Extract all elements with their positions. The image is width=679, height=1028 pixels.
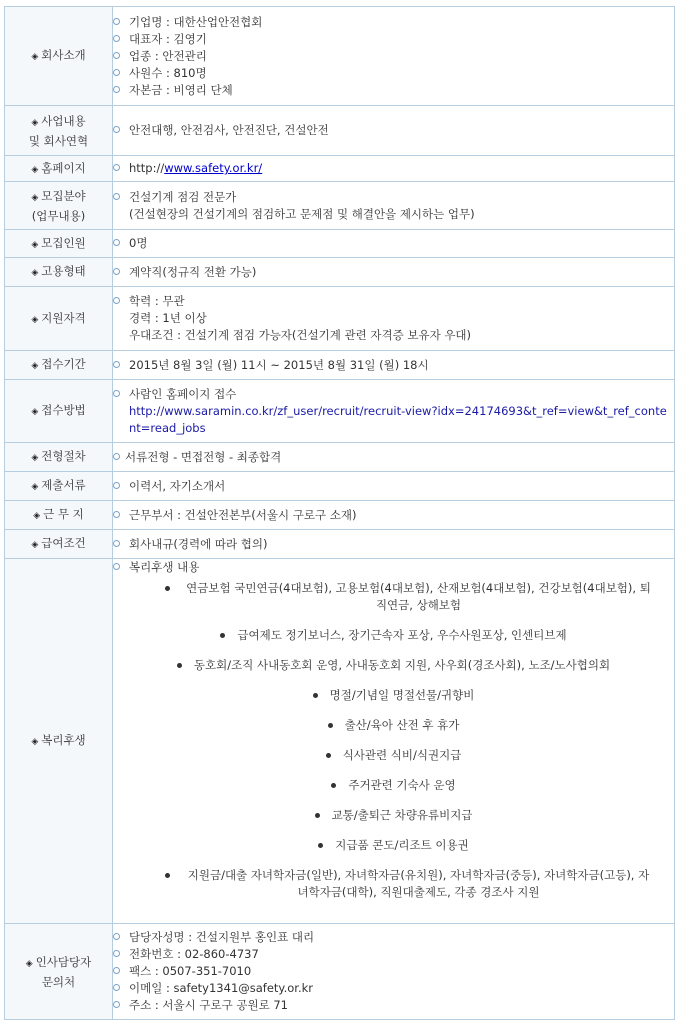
circle-bullet-icon <box>113 950 120 957</box>
field-title: 건설기계 점검 전문가 <box>129 189 237 204</box>
value-welfare <box>113 559 675 924</box>
label-qualification <box>5 287 113 351</box>
row-documents <box>5 472 675 501</box>
row-process <box>5 443 675 472</box>
diamond-icon: ◈ <box>31 737 39 747</box>
circle-bullet-icon <box>113 390 120 397</box>
list-item <box>113 14 674 31</box>
row-company <box>5 7 675 106</box>
label-business <box>5 106 113 156</box>
circle-bullet-icon <box>113 967 120 974</box>
label-text: 복리후생 <box>41 733 86 747</box>
label-text: 및 회사연혁 <box>28 133 89 148</box>
circle-bullet-icon <box>113 35 120 42</box>
field-detail-line <box>113 206 674 223</box>
label-text: 모집인원 <box>41 235 86 250</box>
label-text: 문의처 <box>41 974 76 989</box>
welfare-item: 동호회/조직 사내동호회 운영, 사내동호회 지원, 사우회(경조사회), 노조/노사협의회 <box>193 658 611 672</box>
value-documents <box>113 472 675 501</box>
row-business <box>5 106 675 156</box>
value-business <box>113 106 675 156</box>
method-text: 사람인 홈페이지 접수 <box>129 386 237 401</box>
list-item <box>113 717 674 734</box>
list-item <box>113 627 674 644</box>
list-item <box>113 160 674 177</box>
circle-bullet-icon <box>113 482 120 489</box>
welfare-item: 명절/기념일 명절선물/귀향비 <box>329 688 475 702</box>
diamond-icon: ◈ <box>31 192 39 203</box>
period-text: 2015년 8월 3일 (월) 11시 ~ 2015년 8월 31일 (월) 18시 <box>129 357 429 372</box>
dot-bullet-icon <box>313 693 318 698</box>
dot-bullet-icon <box>328 723 333 728</box>
circle-bullet-icon <box>113 933 120 940</box>
label-field <box>5 182 113 230</box>
salary-text: 회사내규(경력에 따라 협의) <box>129 536 268 551</box>
list-item <box>113 536 674 553</box>
label-welfare <box>5 559 113 924</box>
url-prefix: http:// <box>129 161 165 175</box>
employment-text: 계약직(정규직 전환 가능) <box>129 264 257 279</box>
list-item <box>113 963 674 980</box>
label-text: (업무내용) <box>31 208 86 223</box>
row-employment <box>5 258 675 287</box>
circle-bullet-icon <box>113 164 120 171</box>
value-homepage <box>113 156 675 182</box>
employee-count: 사원수 : 810명 <box>129 65 207 80</box>
list-item <box>113 867 674 901</box>
value-company <box>113 7 675 106</box>
preference-line <box>113 327 674 344</box>
row-qualification <box>5 287 675 351</box>
label-text: 홈페이지 <box>41 160 86 175</box>
dot-bullet-icon <box>165 586 170 591</box>
diamond-icon: ◈ <box>31 453 39 463</box>
education-text: 학력 : 무관 <box>129 294 185 308</box>
diamond-icon: ◈ <box>31 361 39 371</box>
documents-text: 이력서, 자기소개서 <box>129 478 226 493</box>
list-item <box>113 65 674 82</box>
row-headcount <box>5 230 675 258</box>
circle-bullet-icon <box>113 86 120 93</box>
row-homepage <box>5 156 675 182</box>
welfare-list <box>113 580 674 901</box>
diamond-icon: ◈ <box>31 268 39 278</box>
list-item <box>113 946 674 963</box>
list-item <box>113 449 674 466</box>
circle-bullet-icon <box>113 984 120 991</box>
company-name: 기업명 : 대한산업안전협회 <box>129 14 263 29</box>
diamond-icon: ◈ <box>31 239 39 250</box>
circle-bullet-icon <box>113 540 120 547</box>
capital: 자본금 : 비영리 단체 <box>129 82 233 97</box>
label-text: 제출서류 <box>41 478 86 492</box>
circle-bullet-icon <box>113 69 120 76</box>
diamond-icon: ◈ <box>31 164 39 175</box>
label-text: 사업내용 <box>41 113 86 128</box>
label-text: 고용형태 <box>41 264 86 278</box>
list-item <box>113 189 674 206</box>
contact-fax: 팩스 : 0507-351-7010 <box>129 964 252 978</box>
list-item <box>113 478 674 495</box>
list-item <box>113 657 674 674</box>
list-item <box>113 31 674 48</box>
process-text: 서류전형 - 면접전형 - 최종합격 <box>125 449 282 464</box>
list-item <box>113 357 674 374</box>
apply-url-link[interactable]: http://www.saramin.co.kr/zf_user/recruit/recruit-view?idx=24174693&t_ref=view&t_ref_content=read_jobs <box>129 403 667 435</box>
diamond-icon: ◈ <box>31 52 39 62</box>
circle-bullet-icon <box>113 511 120 518</box>
label-text: 모집분야 <box>41 188 86 203</box>
welfare-item: 주거관련 기숙사 운영 <box>348 778 456 792</box>
welfare-item: 교통/출퇴근 차량유류비지급 <box>331 808 473 822</box>
list-item <box>113 929 674 946</box>
list-item <box>113 82 674 99</box>
welfare-item: 지원금/대출 자녀학자금(일반), 자녀학자금(유치원), 자녀학자금(중등), 자녀학자금(고등), 자녀학자금(대학), 직원대출제도, 각종 경조사 지원 <box>187 868 650 899</box>
label-text: 접수방법 <box>41 403 86 417</box>
value-contact <box>113 924 675 1020</box>
diamond-icon: ◈ <box>31 117 39 128</box>
list-item <box>113 747 674 764</box>
circle-bullet-icon <box>113 18 120 25</box>
dot-bullet-icon <box>220 633 225 638</box>
row-location <box>5 501 675 530</box>
label-method <box>5 380 113 443</box>
welfare-item: 지급품 콘도/리조트 이용권 <box>335 838 469 852</box>
label-company <box>5 7 113 106</box>
list-item <box>113 386 674 403</box>
label-process <box>5 443 113 472</box>
label-employment <box>5 258 113 287</box>
list-item <box>113 122 674 139</box>
diamond-icon: ◈ <box>31 482 39 492</box>
value-salary <box>113 530 675 559</box>
label-text: 인사담당자 <box>35 954 92 969</box>
headcount-text: 0명 <box>129 236 148 250</box>
welfare-item: 연금보험 국민연금(4대보험), 고용보험(4대보험), 산재보험(4대보험), 건강보험(4대보험), 퇴직연금, 상해보험 <box>186 581 651 612</box>
list-item <box>113 293 674 310</box>
value-employment <box>113 258 675 287</box>
value-location <box>113 501 675 530</box>
recruit-info-table <box>4 6 675 1020</box>
list-item <box>113 777 674 794</box>
location-text: 근무부서 : 건설안전본부(서울시 구로구 소재) <box>129 507 357 522</box>
row-period <box>5 351 675 380</box>
value-method <box>113 380 675 443</box>
list-item <box>113 997 674 1014</box>
circle-bullet-icon <box>113 453 120 460</box>
dot-bullet-icon <box>315 813 320 818</box>
label-contact <box>5 924 113 1020</box>
label-text: 지원자격 <box>41 310 86 325</box>
welfare-item: 식사관련 식비/식권지급 <box>342 748 462 762</box>
industry: 업종 : 안전관리 <box>129 48 207 63</box>
business-text: 안전대행, 안전검사, 안전진단, 건설안전 <box>129 123 329 137</box>
welfare-heading-line <box>113 559 674 576</box>
contact-address: 주소 : 서울시 구로구 공원로 71 <box>129 998 288 1012</box>
circle-bullet-icon <box>113 1001 120 1008</box>
row-contact <box>5 924 675 1020</box>
circle-bullet-icon <box>113 268 120 275</box>
row-salary <box>5 530 675 559</box>
welfare-heading: 복리후생 내용 <box>129 560 200 574</box>
dot-bullet-icon <box>177 663 182 668</box>
circle-bullet-icon <box>113 126 120 133</box>
list-item <box>113 264 674 281</box>
diamond-icon: ◈ <box>33 511 41 521</box>
label-homepage <box>5 156 113 182</box>
list-item <box>113 48 674 65</box>
label-salary <box>5 530 113 559</box>
label-text: 전형절차 <box>41 449 86 463</box>
circle-bullet-icon <box>113 563 120 570</box>
experience-text: 경력 : 1년 이상 <box>129 311 207 325</box>
label-headcount <box>5 230 113 258</box>
label-text: 회사소개 <box>41 48 86 62</box>
value-headcount <box>113 230 675 258</box>
list-item <box>113 807 674 824</box>
value-period <box>113 351 675 380</box>
dot-bullet-icon <box>318 843 323 848</box>
label-text: 접수기간 <box>41 357 86 371</box>
experience-line <box>113 310 674 327</box>
circle-bullet-icon <box>113 52 120 59</box>
preference-text: 우대조건 : 건설기계 점검 가능자(건설기계 관련 자격증 보유자 우대) <box>129 328 472 342</box>
label-location <box>5 501 113 530</box>
diamond-icon: ◈ <box>31 314 39 325</box>
circle-bullet-icon <box>113 297 120 304</box>
homepage-link[interactable]: www.safety.or.kr/ <box>164 161 263 175</box>
row-welfare <box>5 559 675 924</box>
label-text: 급여조건 <box>41 536 86 550</box>
ceo: 대표자 : 김영기 <box>129 31 207 46</box>
list-item <box>113 980 674 997</box>
row-field <box>5 182 675 230</box>
method-url-line <box>113 403 674 437</box>
label-documents <box>5 472 113 501</box>
welfare-item: 급여제도 정기보너스, 장기근속자 포상, 우수사원포상, 인센티브제 <box>237 628 567 642</box>
circle-bullet-icon <box>113 239 120 246</box>
list-item <box>113 687 674 704</box>
diamond-icon: ◈ <box>25 958 33 969</box>
label-text: 근 무 지 <box>43 507 84 521</box>
list-item <box>113 235 674 252</box>
row-method <box>5 380 675 443</box>
dot-bullet-icon <box>331 783 336 788</box>
list-item <box>113 580 674 614</box>
value-field <box>113 182 675 230</box>
contact-name: 담당자성명 : 건설지원부 홍인표 대리 <box>129 930 315 944</box>
value-process <box>113 443 675 472</box>
list-item <box>113 507 674 524</box>
diamond-icon: ◈ <box>31 407 39 417</box>
contact-phone: 전화번호 : 02-860-4737 <box>129 947 259 961</box>
contact-email: 이메일 : safety1341@safety.or.kr <box>129 981 314 995</box>
dot-bullet-icon <box>326 753 331 758</box>
value-qualification <box>113 287 675 351</box>
circle-bullet-icon <box>113 361 120 368</box>
list-item <box>113 837 674 854</box>
welfare-item: 출산/육아 산전 후 휴가 <box>344 718 460 732</box>
field-detail: (건설현장의 건설기계의 점검하고 문제점 및 해결안을 제시하는 업무) <box>129 206 475 221</box>
label-period <box>5 351 113 380</box>
circle-bullet-icon <box>113 193 120 200</box>
dot-bullet-icon <box>165 873 170 878</box>
diamond-icon: ◈ <box>31 540 39 550</box>
